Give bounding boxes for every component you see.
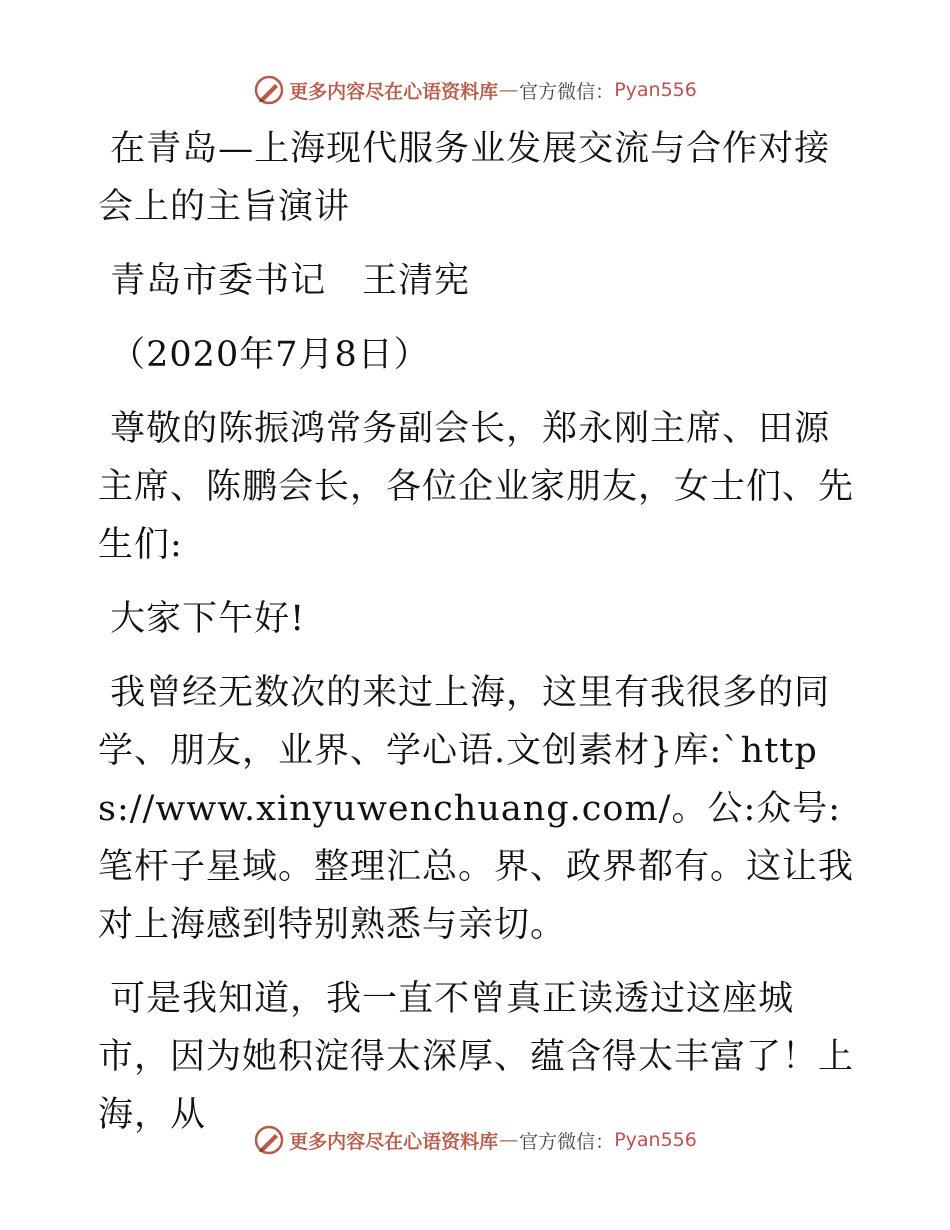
body-paragraph: 我曾经无数次的来过上海，这里有我很多的同学、朋友，业界、学心语.文创素材}库:`https://www.xinyuwenchuang.com/。公:众号:笔杆子星域。整理汇总。界、政界都有。这让我对上海感到特别熟悉与亲切。 bbox=[98, 673, 855, 945]
watermark-wechat-id: Pyan556 bbox=[614, 79, 697, 101]
watermark-dash: — bbox=[499, 1129, 519, 1151]
pen-logo-icon bbox=[253, 74, 285, 106]
speaker-line: 青岛市委书记 王清宪 bbox=[98, 261, 471, 301]
watermark-dash: — bbox=[499, 79, 519, 101]
watermark-label: 官方微信： bbox=[519, 80, 615, 103]
speech-date: （2020年7月8日） bbox=[98, 335, 430, 375]
watermark-brand: 更多内容尽在心语资料库 bbox=[289, 80, 499, 103]
speech-title: 在青岛—上海现代服务业发展交流与合作对接会上的主旨演讲 bbox=[98, 129, 831, 227]
greeting: 大家下午好! bbox=[98, 599, 306, 639]
body-paragraph: 可是我知道，我一直不曾真正读透过这座城市，因为她积淀得太深厚、蕴含得太丰富了！上海，从 bbox=[98, 979, 855, 1135]
watermark-footer bbox=[0, 1120, 950, 1160]
watermark-label: 官方微信： bbox=[519, 1130, 615, 1153]
document-body bbox=[98, 120, 858, 1160]
salutation: 尊敬的陈振鸿常务副会长，郑永刚主席、田源主席、陈鹏会长，各位企业家朋友，女士们、先生们: bbox=[98, 409, 855, 565]
watermark-wechat-id: Pyan556 bbox=[614, 1129, 697, 1151]
pen-logo-icon bbox=[253, 1124, 285, 1156]
watermark-brand: 更多内容尽在心语资料库 bbox=[289, 1130, 499, 1153]
watermark-header bbox=[0, 70, 950, 110]
